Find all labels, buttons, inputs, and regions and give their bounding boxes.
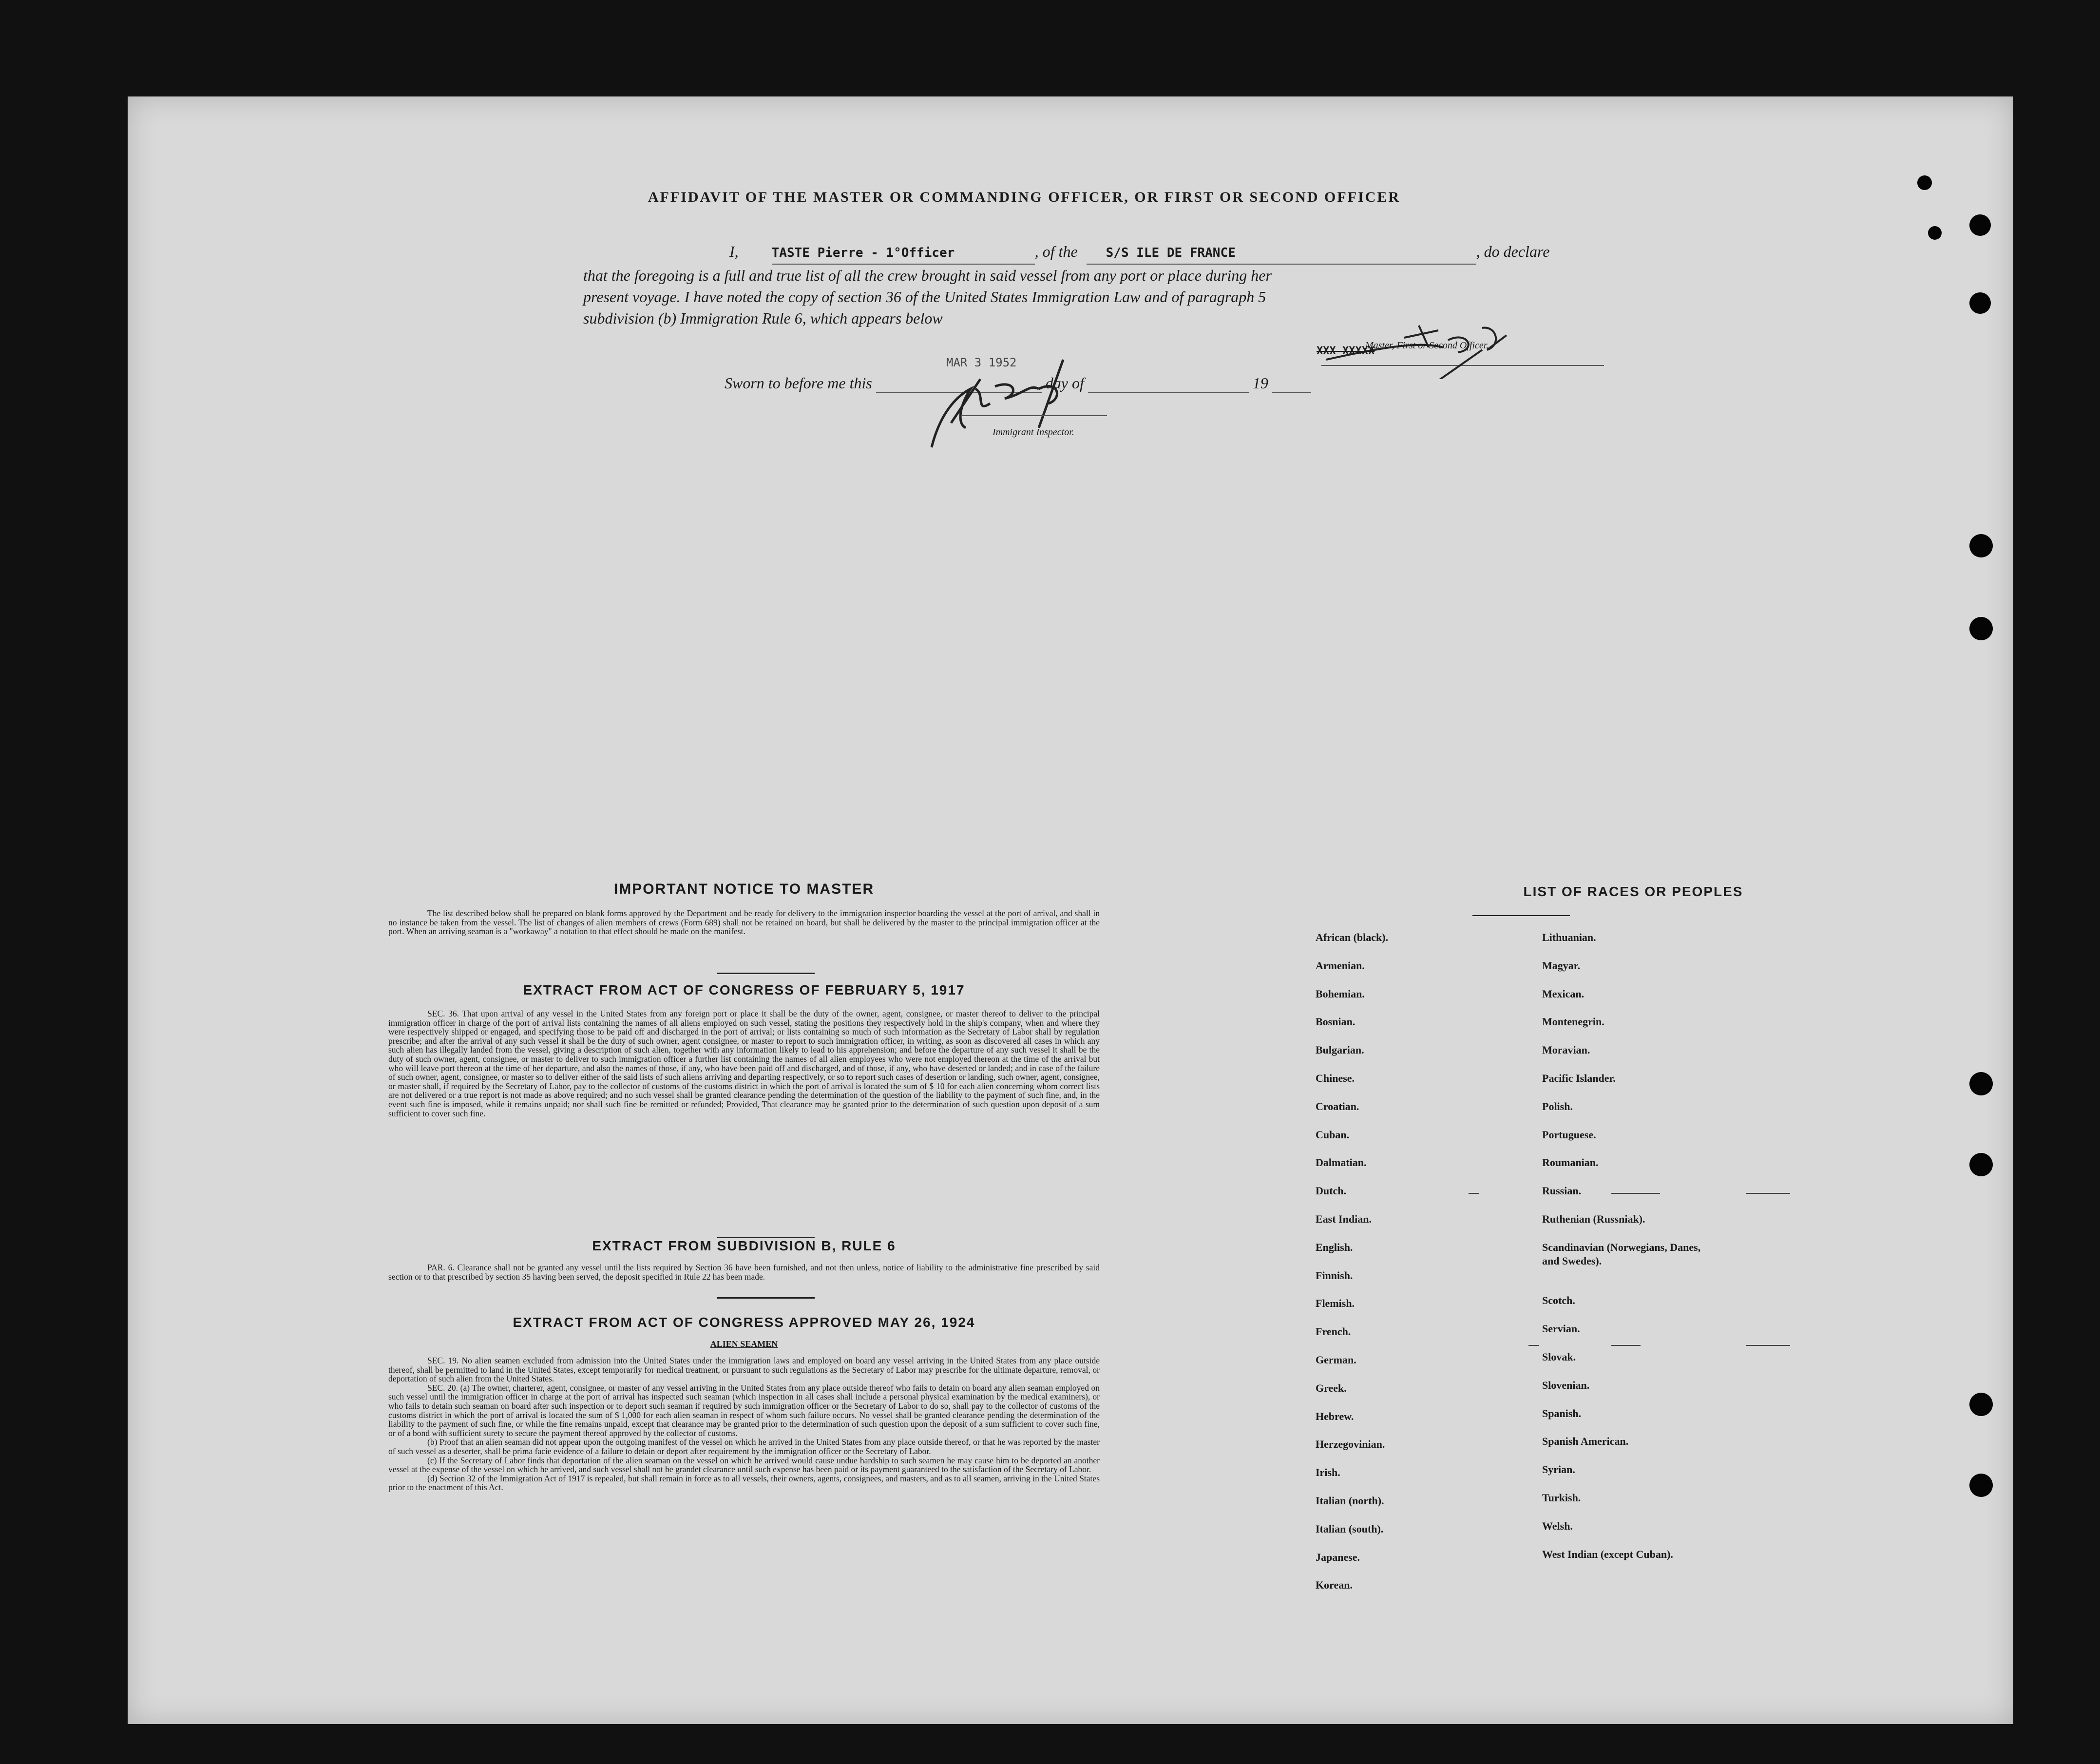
race-item: Cuban. bbox=[1316, 1128, 1350, 1141]
affidavit-title: AFFIDAVIT OF THE MASTER OR COMMANDING OFFICER, OR FIRST OR SECOND OFFICER bbox=[648, 189, 1401, 205]
extract-1924-body bbox=[388, 1356, 1100, 1492]
extract-1917-body: SEC. 36. That upon arrival of any vessel in the United States from any foreign port or place it shall be the duty of the owner, agent, consignee, or master thereof to deliver to the principal immigration officer in charge of the port of arrival lists containing the names of all aliens employed on such vessel, stating the positions they respectively hold in the ship's company, when and where they were respectively shipped or engaged, and specifying those to be paid off and discharged in the port of arrival; or lists containing so much of such information as the Secretary of Labor shall by regulation prescribe; and after the arrival of any such vessel it shall be the duty of such owner, agent consignee, or master to report to such immigration officer, in writing, as soon as discovered all cases in which any such alien has illegally landed from the vessel, giving a description of such alien, together with any information likely to lead to his apprehension; and before the departure of any such vessel it shall be the duty of such owner, agent, consignee, or master to deliver to such immigration officer a further list containing the names of all alien employees who were not employed thereon at the time of the arrival but who will leave port thereon at the time of her departure, and also the names of those, if any, who have been paid off and discharged, and of those, if any, who have deserted or landed; and in case of the failure of such owner, agent, consignee, or master so to deliver either of the said lists of such aliens arriving and departing respectively, or so to report such cases of desertion or landing, such owner, agent, consignee, or master shall, if required by the Secretary of Labor, pay to the collector of customs of the customs district in which the port of arrival is located the sum of $ 10 for each alien concerning whom correct lists are not delivered or a true report is not made as above required; and no such vessel shall be granted clearance pending the determination of the question of the liability to the payment of such fine, and, in the event such fine is imposed, while it remains unpaid; nor shall such fine be remitted or refunded; Provided, That clearance may be granted prior to the determination of such question upon deposit of a sum sufficient to cover such fine. bbox=[388, 1009, 1100, 1118]
sworn-month-field bbox=[1088, 374, 1249, 393]
notice-body: The list described below shall be prepared on blank forms approved by the Department and be ready for delivery to the immigration inspector boarding the vessel at the port of arrival, and shall in no instance be taken from the vessel. The list of changes of alien members of crews (Form 689) shall not be retained on board, but shall be delivered by the master to the principal immigration officer at the port. When an arriving seaman is a "workaway" a notation to that effect should be made on the manifest. bbox=[388, 908, 1100, 937]
sec-20d-paragraph: (d) Section 32 of the Immigration Act of 1917 is repealed, but shall remain in force as to all vessels, their owners, agents, consignees, and masters, and as to all seamen, arriving in the United States prior to the enactment of this Act. bbox=[388, 1473, 1100, 1493]
sworn-line bbox=[725, 374, 1504, 393]
race-item: Russian. bbox=[1542, 1185, 1582, 1197]
affidavit-body bbox=[583, 241, 1631, 329]
sworn-prefix: Sworn to before me this bbox=[725, 374, 872, 392]
race-item: Ruthenian (Russniak). bbox=[1542, 1213, 1645, 1225]
race-item: Dutch. bbox=[1316, 1185, 1346, 1197]
master-caption: Master, First or Second Officer. bbox=[1365, 340, 1489, 351]
race-item: African (black). bbox=[1316, 931, 1389, 943]
extract-rule6-title: EXTRACT FROM SUBDIVISION B, RULE 6 bbox=[592, 1238, 896, 1253]
affidavit-line-3: present voyage. I have noted the copy of section 36 of the United States Immigration Law and of paragraph 5 bbox=[583, 288, 1266, 306]
race-item: Italian (south). bbox=[1316, 1522, 1384, 1535]
race-item: Dalmatian. bbox=[1316, 1156, 1367, 1169]
race-item: Japanese. bbox=[1316, 1551, 1360, 1563]
race-item: Magyar. bbox=[1542, 959, 1581, 972]
race-item: Irish. bbox=[1316, 1466, 1340, 1479]
race-item: Slovak. bbox=[1542, 1351, 1576, 1363]
affidavit-do-declare: , do declare bbox=[1476, 243, 1550, 260]
divider bbox=[1472, 915, 1570, 916]
race-item: Servian. bbox=[1542, 1323, 1580, 1335]
punch-hole bbox=[1969, 1153, 1993, 1176]
race-item: Scandinavian (Norwegians, Danes, and Swedes). bbox=[1542, 1241, 1701, 1267]
race-item: Bulgarian. bbox=[1316, 1044, 1364, 1056]
punch-hole bbox=[1928, 226, 1942, 240]
manifest-page bbox=[128, 96, 2013, 1724]
punch-hole bbox=[1917, 175, 1932, 190]
race-item: Syrian. bbox=[1542, 1463, 1575, 1476]
notice-title: IMPORTANT NOTICE TO MASTER bbox=[613, 881, 875, 897]
race-item: Korean. bbox=[1316, 1579, 1353, 1591]
sec-20a-paragraph: SEC. 20. (a) The owner, charterer, agent, consignee, or master of any vessel arriving in the United States from any place outside thereof who fails to detain on board any alien seaman employed on such vessel until the immigration officer in charge at the port of arrival has inspected such seaman (which inspection in all cases shall include a personal physical examination by the medical examiners), or who fails to detain such seaman on board after such inspection or to deport such seaman if required by such immigration officer or the Secretary of Labor to do so, shall pay to the collector of customs of the customs district in which the port of arrival is located the sum of $ 1,000 for each alien seaman in respect of whom such failure occurs. No vessel shall be granted clearance pending the determination of the liability to the payment of such fine, or while the fine remains unpaid, except that clearance may be granted prior to the determination of such question upon the deposit of a sum sufficient to cover such fine, or of a bond with sufficient surety to secure the payment thereof approved by the collector of customs. bbox=[388, 1382, 1100, 1438]
master-strikeout: XXX XXXXX bbox=[1317, 345, 1375, 357]
punch-hole bbox=[1969, 1072, 1993, 1095]
margin-dash bbox=[1469, 1193, 1479, 1194]
sec-20b-paragraph: (b) Proof that an alien seaman did not appear upon the outgoing manifest of the vessel on which he arrived in the United States from any place outside thereof, or that he was reported by the master of such vessel as a deserter, shall be prima facie evidence of a failure to detain or deport after requirement by the immigration officer or the Secretary of Labor. bbox=[388, 1437, 1100, 1456]
race-item: Pacific Islander. bbox=[1542, 1072, 1616, 1084]
inspector-signature bbox=[902, 350, 1107, 457]
race-item: English. bbox=[1316, 1241, 1353, 1253]
race-item: Polish. bbox=[1542, 1100, 1573, 1112]
punch-hole bbox=[1969, 292, 1991, 314]
race-item: Finnish. bbox=[1316, 1269, 1353, 1282]
race-item: Spanish American. bbox=[1542, 1435, 1629, 1448]
race-item: Italian (north). bbox=[1316, 1495, 1384, 1507]
race-item: Hebrew. bbox=[1316, 1410, 1354, 1422]
punch-hole bbox=[1969, 617, 1993, 640]
race-item: Greek. bbox=[1316, 1381, 1347, 1394]
race-item: West Indian (except Cuban). bbox=[1542, 1548, 1673, 1560]
sworn-year: 19 bbox=[1252, 374, 1268, 392]
race-item: Croatian. bbox=[1316, 1100, 1359, 1112]
race-item: Armenian. bbox=[1316, 959, 1365, 972]
sec-19-paragraph: SEC. 19. No alien seamen excluded from admission into the United States under the immigration laws and employed on board any vessel arriving in the United States from any place outside thereof, shall be permitted to land in the United States, except temporarily for medical treatment, or pursuant to such regulations as the Secretary of Labor may prescribe for the ultimate departure, removal, or deportation of such alien from the United States. bbox=[388, 1356, 1100, 1384]
race-item: Mexican. bbox=[1542, 987, 1585, 1000]
date-stamp: MAR 3 1952 bbox=[946, 356, 1017, 369]
race-item: Welsh. bbox=[1542, 1519, 1573, 1532]
sec-20c-paragraph: (c) If the Secretary of Labor finds that deportation of the alien seaman on the vessel on which he arrived would cause undue hardship to such seamen he may cause him to be deported an another vessel at the expense of the vessel on which he arrived, and such vessel shall not be grandet clearance until such expense has been paid or its payment guaranteed to the satisfaction of the Secretary of Labor. bbox=[388, 1455, 1100, 1475]
race-item: Moravian. bbox=[1542, 1044, 1590, 1056]
race-item: Roumanian. bbox=[1542, 1156, 1599, 1169]
divider bbox=[717, 1297, 815, 1299]
race-item: Slovenian. bbox=[1542, 1379, 1590, 1391]
sworn-year-field bbox=[1272, 374, 1311, 393]
race-item: Turkish. bbox=[1542, 1492, 1581, 1504]
punch-hole bbox=[1969, 1474, 1993, 1497]
race-item: Bosnian. bbox=[1316, 1016, 1355, 1028]
affidavit-line-4: subdivision (b) Immigration Rule 6, which appears below bbox=[583, 309, 943, 327]
race-item: Portuguese. bbox=[1542, 1128, 1596, 1141]
affidavit-line-2: that the foregoing is a full and true list of all the crew brought in said vessel from any port or place during her bbox=[583, 267, 1272, 284]
margin-dash bbox=[1528, 1345, 1539, 1346]
extract-1917-title: EXTRACT FROM ACT OF CONGRESS OF FEBRUARY 5, 1917 bbox=[523, 982, 965, 997]
officer-name-field: TASTE Pierre - 1°Officer bbox=[772, 242, 1035, 265]
race-item: Chinese. bbox=[1316, 1072, 1355, 1084]
inspector-caption: Immigrant Inspector. bbox=[993, 427, 1074, 438]
punch-hole bbox=[1969, 214, 1991, 236]
race-item: French. bbox=[1316, 1325, 1351, 1338]
affidavit-i: I, bbox=[729, 243, 739, 260]
extract-rule6-body: PAR. 6. Clearance shall not be granted any vessel until the lists required by Section 36 have been furnished, and not then unless, notice of liability to the administrative fine prescribed by said section or to that prescribed by section 35 having been served, the deposit specified in Rule 22 has been made. bbox=[388, 1263, 1100, 1282]
alien-seamen-subhead: ALIEN SEAMEN bbox=[710, 1339, 778, 1349]
margin-dash bbox=[1746, 1193, 1790, 1194]
punch-hole bbox=[1969, 1393, 1993, 1416]
race-item: German. bbox=[1316, 1354, 1356, 1366]
race-item: Herzegovinian. bbox=[1316, 1438, 1385, 1451]
race-item: Flemish. bbox=[1316, 1297, 1355, 1310]
divider bbox=[717, 973, 815, 974]
race-item: Spanish. bbox=[1542, 1407, 1582, 1419]
race-item: Lithuanian. bbox=[1542, 931, 1596, 943]
affidavit-of-the: , of the bbox=[1034, 243, 1078, 260]
race-item: East Indian. bbox=[1316, 1213, 1372, 1225]
margin-dash bbox=[1611, 1345, 1641, 1346]
race-item: Montenegrin. bbox=[1542, 1016, 1604, 1028]
race-item: Scotch. bbox=[1542, 1294, 1575, 1307]
punch-hole bbox=[1969, 534, 1993, 557]
race-item: Bohemian. bbox=[1316, 987, 1365, 1000]
extract-1924-title: EXTRACT FROM ACT OF CONGRESS APPROVED MAY 26, 1924 bbox=[513, 1315, 975, 1330]
vessel-name-field: S/S ILE DE FRANCE bbox=[1087, 242, 1476, 265]
sworn-day-of: day of bbox=[1045, 374, 1084, 392]
margin-dash bbox=[1746, 1345, 1790, 1346]
races-title: LIST OF RACES OR PEOPLES bbox=[1523, 884, 1743, 899]
